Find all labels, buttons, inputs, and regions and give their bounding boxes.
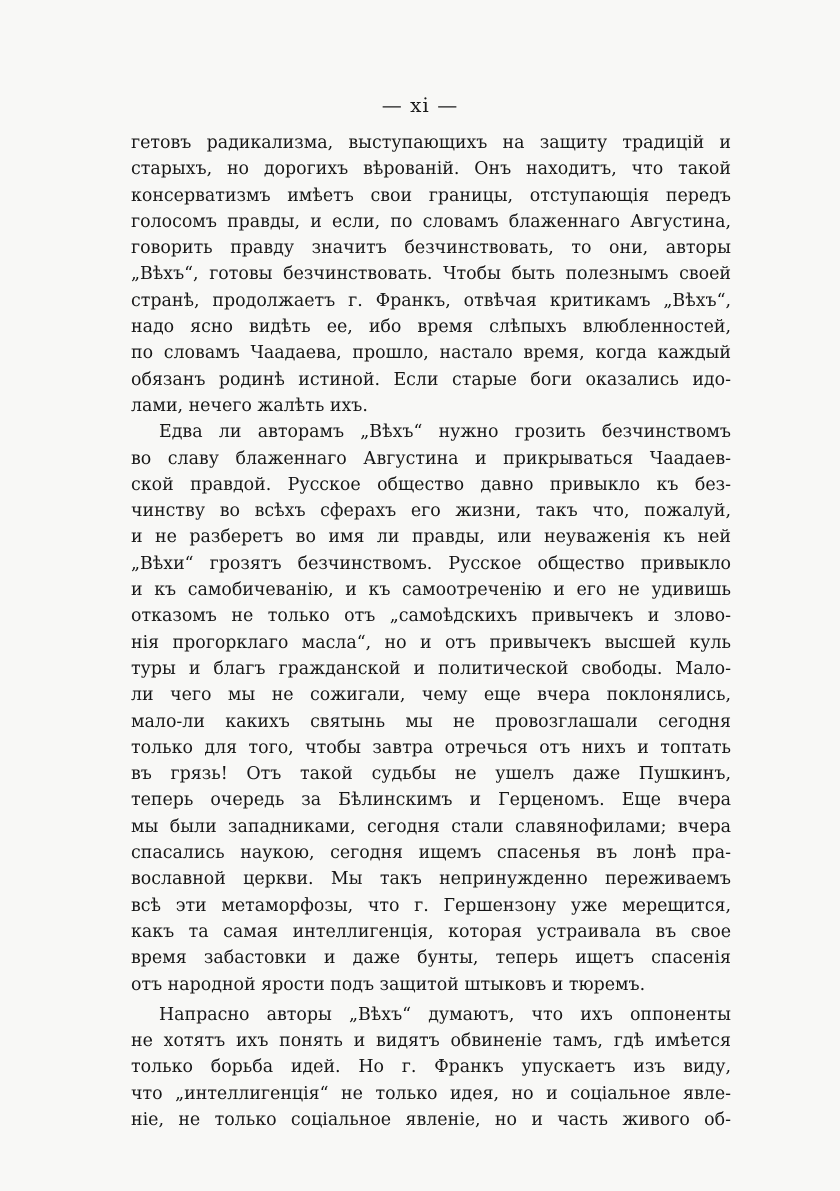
text-line: отъ народной ярости подъ защитой штыковъ и тюремъ. — [131, 974, 646, 995]
text-line: надо ясно видѣть ее, ибо время слѣпыхъ влюбленностей, — [131, 317, 731, 338]
text-line: говорить правду значитъ безчинствовать, то они, авторы — [131, 238, 731, 259]
text-line: и къ самобичеванію, и къ самоотреченію и его не удивишь — [131, 580, 731, 601]
text-line: только для того, чтобы завтра отречься отъ нихъ и топтать — [131, 737, 731, 758]
page-number: — xi — — [381, 93, 459, 117]
text-line: „Вѣхъ“, готовы безчинствовать. Чтобы быть полезнымъ своей — [131, 264, 731, 285]
text-line: консерватизмъ имѣетъ свои границы, отступающія передъ — [131, 185, 731, 206]
text-line: и не разберетъ во имя ли правды, или неуваженія къ ней — [131, 527, 731, 548]
text-line: гетовъ радикализма, выступающихъ на защиту традицій и — [131, 133, 731, 153]
text-line: теперь очередь за Бѣлинскимъ и Герценомъ. Еще вчера — [131, 790, 731, 811]
text-line: не хотятъ ихъ понять и видятъ обвиненіе тамъ, гдѣ имѣется — [131, 1031, 731, 1052]
text-line: что „интеллигенція“ не только идея, но и соціальное явле- — [131, 1083, 731, 1104]
text-line: только борьба идей. Но г. Франкъ упускаетъ изъ виду, — [131, 1057, 731, 1078]
text-line: обязанъ родинѣ истиной. Если старые боги оказались идо- — [131, 369, 731, 390]
text-line: „Вѣхи“ грозятъ безчинствомъ. Русское общество привыкло — [131, 553, 731, 574]
text-line: голосомъ правды, и если, по словамъ блаженнаго Августина, — [131, 211, 731, 232]
paragraph-2 — [131, 419, 731, 998]
text-line: по словамъ Чаадаева, прошло, настало время, когда каждый — [131, 343, 731, 364]
text-line: нія прогорклаго масла“, но и отъ привычекъ высшей куль — [131, 632, 731, 653]
paragraph-3 — [131, 1002, 731, 1133]
text-line: Едва ли авторамъ „Вѣхъ“ нужно грозить безчинствомъ — [159, 422, 731, 443]
text-line: мы были западниками, сегодня стали славянофилами; вчера — [131, 816, 731, 837]
text-line: странѣ, продолжаетъ г. Франкъ, отвѣчая критикамъ „Вѣхъ“, — [131, 290, 731, 311]
paragraph-1 — [131, 130, 731, 419]
text-line: туры и благъ гражданской и политической свободы. Мало- — [131, 658, 731, 679]
text-line: лами, нечего жалѣть ихъ. — [131, 395, 368, 416]
text-line: ли чего мы не сожигали, чему еще вчера поклонялись, — [131, 685, 731, 706]
text-line: отказомъ не только отъ „самоѣдскихъ привычекъ и злово- — [131, 606, 731, 627]
text-line: во славу блаженнаго Августина и прикрываться Чаадаев- — [131, 448, 731, 469]
text-line: мало-ли какихъ святынь мы не провозглашали сегодня — [131, 711, 731, 732]
text-line: какъ та самая интеллигенція, которая устраивала въ свое — [131, 921, 731, 942]
text-line: ской правдой. Русское общество давно привыкло къ без- — [131, 474, 731, 495]
text-line: время забастовки и даже бунты, теперь ищетъ спасенія — [131, 948, 731, 969]
text-line: всѣ эти метаморфозы, что г. Гершензону уже мерещится, — [131, 895, 731, 916]
text-line: чинству во всѣхъ сферахъ его жизни, такъ что, пожалуй, — [131, 501, 731, 522]
body-text — [131, 130, 731, 1133]
text-line: ніе, не только соціальное явленіе, но и часть живого об- — [131, 1109, 731, 1130]
text-line: Напрасно авторы „Вѣхъ“ думаютъ, что ихъ оппоненты — [159, 1004, 731, 1025]
text-line: спасались наукою, сегодня ищемъ спасенья въ лонѣ пра- — [131, 843, 731, 864]
text-line: въ грязь! Отъ такой судьбы не ушелъ даже Пушкинъ, — [131, 764, 731, 785]
text-line: вославной церкви. Мы такъ непринужденно переживаемъ — [131, 869, 731, 890]
text-line: старыхъ, но дорогихъ вѣрованій. Онъ находитъ, что такой — [131, 159, 731, 180]
